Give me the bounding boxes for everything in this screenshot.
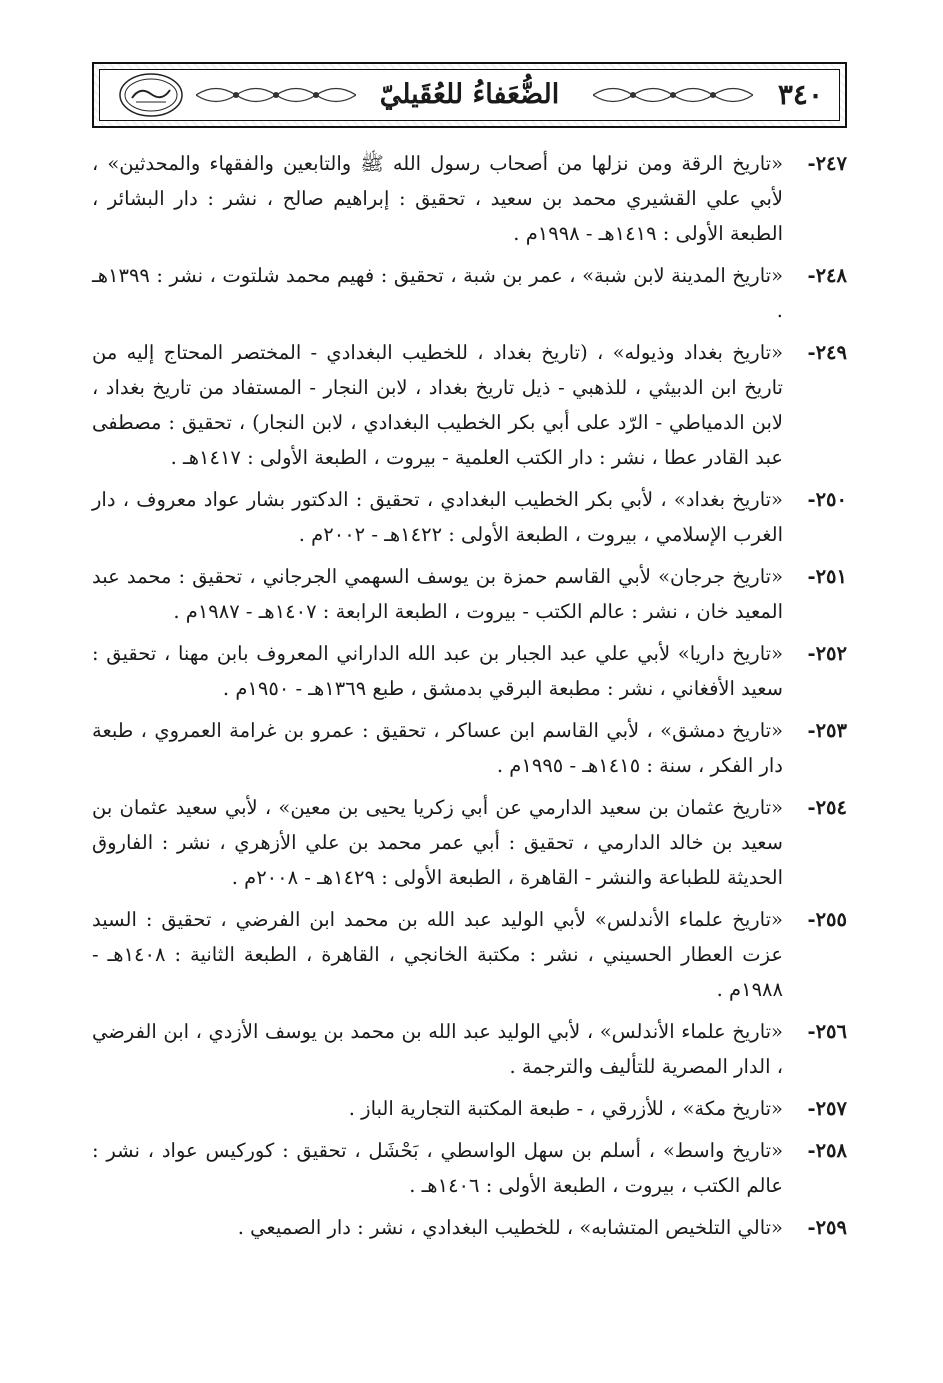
seal-logo-icon <box>118 72 184 118</box>
entry-text: «تالي التلخيص المتشابه» ، للخطيب البغدادي ، نشر : دار الصميعي . <box>237 1216 783 1239</box>
entry-text: «تاريخ عثمان بن سعيد الدارمي عن أبي زكريا يحيى بن معين» ، لأبي سعيد عثمان بن سعيد بن خالد الدارمي ، تحقيق : أبي عمر محمد بن علي الأزهري ، نشر : الفاروق الحديثة للطباعة والنشر - القاهرة ، الطبعة الأولى : ١٤٢٩هـ - ٢٠٠٨م . <box>92 796 783 889</box>
entry-text: «تاريخ الرقة ومن نزلها من أصحاب رسول الله ﷺ والتابعين والفقهاء والمحدثين» ، لأبي علي القشيري محمد بن سعيد ، تحقيق : إبراهيم صالح ، نشر : دار البشائر ، الطبعة الأولى : ١٤١٩هـ - ١٩٩٨م . <box>92 152 783 245</box>
ornament-left-icon <box>196 80 356 110</box>
entry-number: ٢٤٧- <box>807 152 847 175</box>
entry-number: ٢٤٨- <box>807 264 847 287</box>
entry-number: ٢٥٥- <box>807 908 847 931</box>
entry-number: ٢٥٢- <box>807 642 847 665</box>
list-item <box>92 636 847 706</box>
entry-number: ٢٥٤- <box>807 796 847 819</box>
page-header <box>92 62 847 128</box>
entry-text: «تاريخ علماء الأندلس» ، لأبي الوليد عبد الله بن محمد بن يوسف الأزدي ، ابن الفرضي ، الدار المصرية للتأليف والترجمة . <box>92 1020 783 1078</box>
list-item <box>92 1133 847 1203</box>
list-item <box>92 146 847 251</box>
list-item <box>92 713 847 783</box>
entry-number: ٢٥٨- <box>807 1139 847 1162</box>
entry-text: «تاريخ المدينة لابن شبة» ، عمر بن شبة ، تحقيق : فهيم محمد شلتوت ، نشر : ١٣٩٩هـ . <box>92 264 783 322</box>
list-item <box>92 902 847 1007</box>
list-item <box>92 790 847 895</box>
entry-text: «تاريخ جرجان» لأبي القاسم حمزة بن يوسف السهمي الجرجاني ، تحقيق : محمد عبد المعيد خان ، نشر : عالم الكتب - بيروت ، الطبعة الرابعة : ١٤٠٧هـ - ١٩٨٧م . <box>92 565 783 623</box>
bibliography-list <box>92 146 847 1252</box>
list-item <box>92 559 847 629</box>
entry-text: «تاريخ واسط» ، أسلم بن سهل الواسطي ، بَحْشَل ، تحقيق : كوركيس عواد ، نشر : عالم الكتب ، بيروت ، الطبعة الأولى : ١٤٠٦هـ . <box>92 1139 783 1197</box>
list-item <box>92 1210 847 1245</box>
entry-text: «تاريخ داريا» لأبي علي عبد الجبار بن عبد الله الداراني المعروف بابن مهنا ، تحقيق : سعيد الأفغاني ، نشر : مطبعة البرقي بدمشق ، طبع ١٣٦٩هـ - ١٩٥٠م . <box>92 642 783 700</box>
list-item <box>92 1014 847 1084</box>
list-item <box>92 258 847 328</box>
entry-number: ٢٥٦- <box>807 1020 847 1043</box>
entry-number: ٢٥٣- <box>807 719 847 742</box>
entry-number: ٢٥٧- <box>807 1097 847 1120</box>
list-item <box>92 1091 847 1126</box>
entry-text: «تاريخ بغداد وذيوله» ، (تاريخ بغداد ، للخطيب البغدادي - المختصر المحتاج إليه من تاريخ ابن الدبيثي ، للذهبي - ذيل تاريخ بغداد ، لابن النجار - المستفاد من تاريخ بغداد ، لابن الدمياطي - الرّد على أبي بكر الخطيب البغدادي ، لابن النجار) ، تحقيق : مصطفى عبد القادر عطا ، نشر : دار الكتب العلمية - بيروت ، الطبعة الأولى : ١٤١٧هـ . <box>92 341 783 469</box>
entry-text: «تاريخ علماء الأندلس» لأبي الوليد عبد الله بن محمد ابن الفرضي ، تحقيق : السيد عزت العطار الحسيني ، نشر : مكتبة الخانجي ، القاهرة ، الطبعة الثانية : ١٤٠٨هـ - ١٩٨٨م . <box>92 908 783 1001</box>
page-number: ٣٤٠ <box>777 77 823 111</box>
entry-number: ٢٥٩- <box>807 1216 847 1239</box>
entry-text: «تاريخ بغداد» ، لأبي بكر الخطيب البغدادي ، تحقيق : الدكتور بشار عواد معروف ، دار الغرب الإسلامي ، بيروت ، الطبعة الأولى : ١٤٢٢هـ - ٢٠٠٢م . <box>92 488 783 546</box>
list-item <box>92 335 847 475</box>
list-item <box>92 482 847 552</box>
entry-number: ٢٤٩- <box>807 341 847 364</box>
entry-number: ٢٥١- <box>807 565 847 588</box>
entry-text: «تاريخ مكة» ، للأزرقي ، - طبعة المكتبة التجارية الباز . <box>348 1097 783 1120</box>
book-title: الضُّعَفاءُ للعُقَيليّ <box>379 78 560 110</box>
ornament-right-icon <box>593 80 753 110</box>
entry-text: «تاريخ دمشق» ، لأبي القاسم ابن عساكر ، تحقيق : عمرو بن غرامة العمروي ، طبعة دار الفكر ، سنة : ١٤١٥هـ - ١٩٩٥م . <box>92 719 783 777</box>
entry-number: ٢٥٠- <box>807 488 847 511</box>
header-inner-frame <box>99 69 840 121</box>
